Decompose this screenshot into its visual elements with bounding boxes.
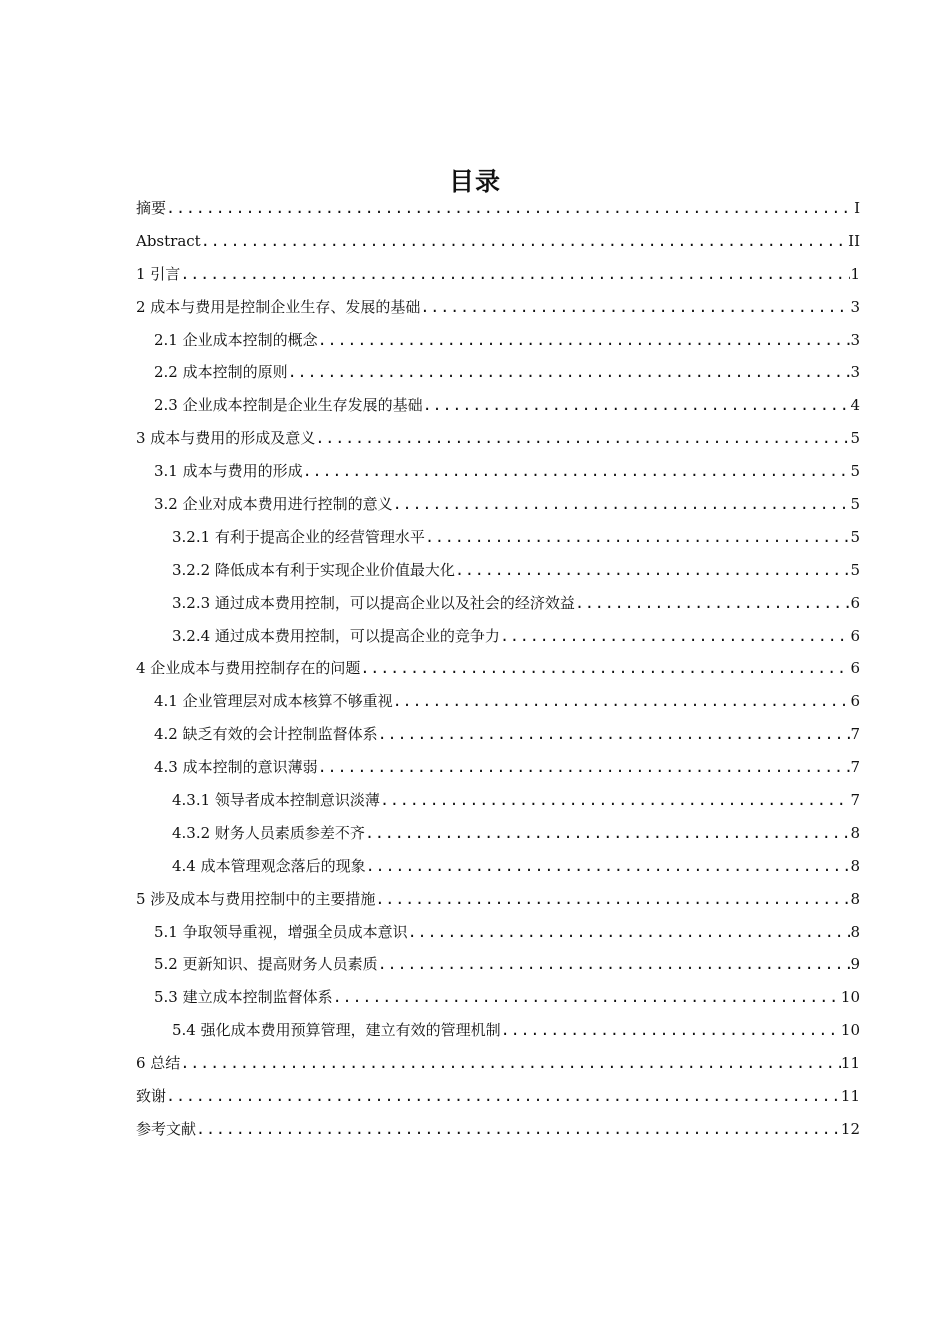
toc-entry-page-number: 3 [850,363,860,382]
toc-entry-label: 4.2 缺乏有效的会计控制监督体系 [154,725,378,744]
toc-entry[interactable] [136,1113,860,1146]
dot-leader [455,554,851,587]
dot-leader [288,356,851,389]
dot-leader [423,389,851,422]
dot-leader [318,324,851,357]
toc-entry-page-number: 5 [850,495,860,514]
toc-entry-page-number: II [848,231,860,250]
toc-entry-page-number: 9 [850,955,860,974]
toc-entry-label: 3 成本与费用的形成及意义 [136,429,316,448]
toc-entry-label: 3.2.4 通过成本费用控制，可以提高企业的竞争力 [172,626,500,645]
toc-entry-page-number: 8 [850,856,860,875]
toc-entry-page-number: 5 [850,560,860,579]
dot-leader [420,291,850,324]
toc-entry-label: 2.1 企业成本控制的概念 [154,330,318,349]
toc-entry[interactable] [136,948,860,981]
toc-entry-page-number: 6 [850,659,860,678]
dot-leader [501,1014,841,1047]
dot-leader [318,751,851,784]
toc-entry[interactable] [136,620,860,653]
toc-entry[interactable] [136,981,860,1014]
dot-leader [303,455,851,488]
toc-entry-label: 致谢 [136,1087,167,1106]
toc-entry[interactable] [136,587,860,620]
toc-entry[interactable] [136,718,860,751]
toc-entry-page-number: I [854,199,860,217]
dot-leader [333,981,841,1014]
dot-leader [166,192,854,225]
dot-leader [575,587,851,620]
toc-entry-page-number: 8 [850,823,860,842]
toc-entry-label: 3.2.1 有利于提高企业的经营管理水平 [172,527,425,546]
toc-entry-label: 4.1 企业管理层对成本核算不够重视 [154,692,393,711]
toc-entry[interactable] [136,192,860,225]
dot-leader [378,718,851,751]
dot-leader [375,883,850,916]
toc-entry[interactable] [136,685,860,718]
toc-entry[interactable] [136,784,860,817]
dot-leader [166,1080,841,1113]
toc-entry-label: 4.3.1 领导者成本控制意识淡薄 [172,791,380,810]
dot-leader [201,225,848,258]
dot-leader [408,916,851,949]
toc-entry-page-number: 6 [850,626,860,645]
table-of-contents [136,192,860,1146]
toc-entry-label: 4 企业成本与费用控制存在的问题 [136,659,361,678]
toc-entry-label: 5.1 争取领导重视，增强全员成本意识 [154,922,408,941]
toc-entry[interactable] [136,389,860,422]
toc-entry[interactable] [136,751,860,784]
toc-entry-page-number: 11 [840,1054,860,1073]
toc-entry-page-number: 6 [850,692,860,711]
toc-entry-page-number: 4 [850,396,860,415]
dot-leader [365,817,851,850]
dot-leader [366,850,851,883]
toc-entry-page-number: 7 [850,725,860,744]
toc-entry-label: 3.1 成本与费用的形成 [154,462,303,481]
toc-entry-label: 5 涉及成本与费用控制中的主要措施 [136,889,376,908]
dot-leader [196,1113,841,1146]
toc-entry[interactable] [136,225,860,258]
toc-entry-label: 1 引言 [136,264,181,283]
dot-leader [393,685,851,718]
toc-entry[interactable] [136,1014,860,1047]
toc-entry-label: 4.3 成本控制的意识薄弱 [154,758,318,777]
toc-entry-page-number: 3 [850,297,860,316]
toc-entry-label: 3.2.3 通过成本费用控制，可以提高企业以及社会的经济效益 [172,593,575,612]
toc-entry-page-number: 3 [850,330,860,349]
toc-entry[interactable] [136,455,860,488]
toc-entry-label: 5.3 建立成本控制监督体系 [154,988,333,1007]
toc-entry-label: 2.3 企业成本控制是企业生存发展的基础 [154,396,423,415]
dot-leader [500,620,851,653]
dot-leader [180,258,850,291]
dot-leader [360,652,850,685]
toc-entry-label: 3.2.2 降低成本有利于实现企业价值最大化 [172,560,455,579]
toc-entry-label: 4.3.2 财务人员素质参差不齐 [172,823,365,842]
toc-entry-label: 4.4 成本管理观念落后的现象 [172,856,366,875]
toc-entry[interactable] [136,883,860,916]
toc-entry[interactable] [136,356,860,389]
dot-leader [425,521,851,554]
toc-entry-label: 5.2 更新知识、提高财务人员素质 [154,955,378,974]
toc-entry[interactable] [136,488,860,521]
toc-entry[interactable] [136,521,860,554]
toc-entry[interactable] [136,1047,860,1080]
toc-entry[interactable] [136,652,860,685]
toc-entry[interactable] [136,258,860,291]
toc-entry[interactable] [136,324,860,357]
toc-entry-page-number: 7 [850,791,860,810]
dot-leader [380,784,851,817]
toc-entry[interactable] [136,554,860,587]
toc-entry-page-number: 5 [850,527,860,546]
toc-entry-label: 6 总结 [136,1054,181,1073]
toc-entry-label: 5.4 强化成本费用预算管理，建立有效的管理机制 [172,1021,501,1040]
toc-entry-label: Abstract [136,231,201,250]
toc-entry-page-number: 5 [850,429,860,448]
toc-entry-page-number: 1 [850,264,860,283]
dot-leader [393,488,851,521]
toc-entry[interactable] [136,291,860,324]
toc-entry[interactable] [136,916,860,949]
toc-entry[interactable] [136,1080,860,1113]
dot-leader [180,1047,841,1080]
toc-entry-page-number: 7 [850,758,860,777]
toc-entry-page-number: 10 [840,988,860,1007]
toc-entry[interactable] [136,422,860,455]
toc-entry-page-number: 10 [840,1021,860,1040]
toc-entry-page-number: 11 [840,1087,860,1106]
toc-entry-page-number: 8 [850,922,860,941]
toc-entry-page-number: 12 [840,1119,860,1138]
toc-entry-page-number: 6 [850,593,860,612]
toc-entry[interactable] [136,850,860,883]
toc-entry-label: 3.2 企业对成本费用进行控制的意义 [154,495,393,514]
dot-leader [315,422,850,455]
toc-entry-label: 摘要 [136,199,167,217]
toc-entry[interactable] [136,817,860,850]
toc-entry-page-number: 8 [850,889,860,908]
toc-entry-label: 2 成本与费用是控制企业生存、发展的基础 [136,297,421,316]
dot-leader [378,948,851,981]
toc-entry-label: 参考文献 [136,1119,197,1138]
toc-entry-label: 2.2 成本控制的原则 [154,363,288,382]
page-title: 目录 [448,167,501,196]
toc-entry-page-number: 5 [850,462,860,481]
